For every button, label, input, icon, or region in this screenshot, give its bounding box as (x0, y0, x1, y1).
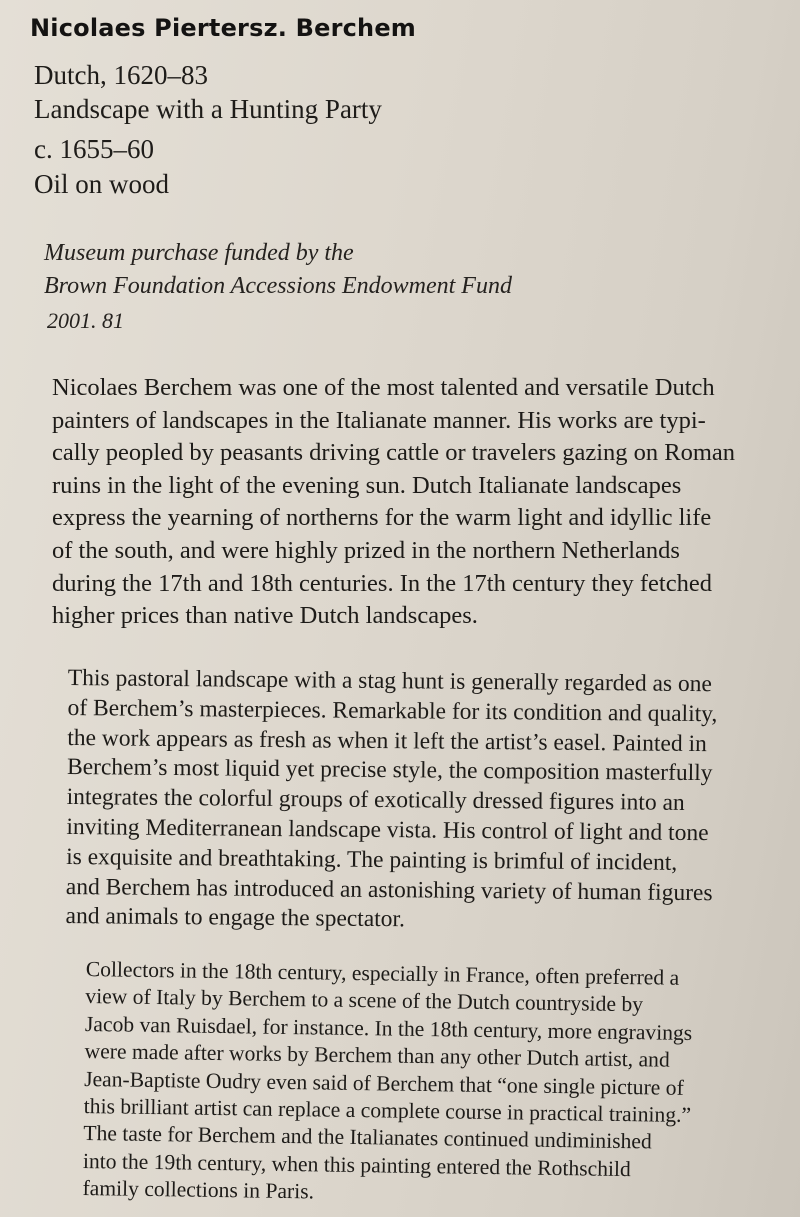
paragraph-line: Jacob van Ruisdael, for instance. In the 18th century, more engravings (84, 1011, 693, 1045)
paragraph-line: The taste for Berchem and the Italianates continued undiminished (83, 1121, 652, 1154)
artwork-date: c. 1655–60 (34, 134, 154, 164)
paragraph-line: Jean-Baptiste Oudry even said of Berchem that “one single picture of (84, 1066, 684, 1100)
credit-line-2: Brown Foundation Accessions Endowment Fund (44, 273, 512, 299)
paragraph-line: of Berchem’s masterpieces. Remarkable for its condition and quality, (67, 694, 718, 728)
accession-number: 2001. 81 (47, 308, 124, 333)
paragraph-line: inviting Mediterranean landscape vista. His control of light and tone (66, 813, 709, 847)
paragraph-2 (65, 664, 717, 938)
artist-name: Nicolaes Piertersz. Berchem (30, 14, 417, 42)
paragraph-line: of the south, and were highly prized in the northern Netherlands (52, 536, 680, 564)
paragraph-line: integrates the colorful groups of exotically dressed figures into an (66, 784, 685, 817)
paragraph-line: This pastoral landscape with a stag hunt is generally regarded as one (67, 664, 713, 698)
paragraph-line: higher prices than native Dutch landscapes. (52, 602, 478, 630)
paragraph-line: family collections in Paris. (82, 1176, 315, 1204)
paragraph-line: during the 17th and 18th centuries. In the 17th century they fetched (52, 569, 712, 597)
paragraph-line: Nicolaes Berchem was one of the most talented and versatile Dutch (52, 374, 715, 401)
paragraph-line: the work appears as fresh as when it left the artist’s easel. Painted in (67, 724, 707, 757)
paragraph-line: painters of landscapes in the Italianate manner. His works are typi- (52, 406, 706, 434)
paragraph-line: Berchem’s most liquid yet precise style, the composition masterfully (66, 754, 713, 787)
paragraph-line: Collectors in the 18th century, especially in France, often preferred a (85, 956, 680, 990)
paragraph-line: cally peopled by peasants driving cattle or travelers gazing on Roman (52, 439, 736, 467)
paragraph-1 (52, 372, 735, 633)
paragraph-line: this brilliant artist can replace a complete course in practical training.” (83, 1094, 692, 1128)
artwork-title: Landscape with a Hunting Party (34, 94, 382, 124)
artwork-medium: Oil on wood (34, 169, 169, 199)
paragraph-line: express the yearning of northerns for the warm light and idyllic life (52, 504, 712, 532)
paragraph-line: were made after works by Berchem than any other Dutch artist, and (84, 1039, 670, 1072)
paragraph-line: is exquisite and breathtaking. The painting is brimful of incident, (66, 843, 678, 876)
paragraph-line: view of Italy by Berchem to a scene of the Dutch countryside by (85, 984, 644, 1017)
artist-nationality: Dutch, 1620–83 (34, 60, 208, 90)
paragraph-line: and Berchem has introduced an astonishing variety of human figures (65, 873, 713, 906)
paragraph-line: and animals to engage the spectator. (65, 903, 406, 933)
paragraph-line: ruins in the light of the evening sun. Dutch Italianate landscapes (52, 471, 682, 499)
paragraph-3 (82, 956, 693, 1212)
credit-line-1: Museum purchase funded by the (44, 240, 354, 266)
paragraph-line: into the 19th century, when this painting entered the Rothschild (82, 1148, 632, 1181)
